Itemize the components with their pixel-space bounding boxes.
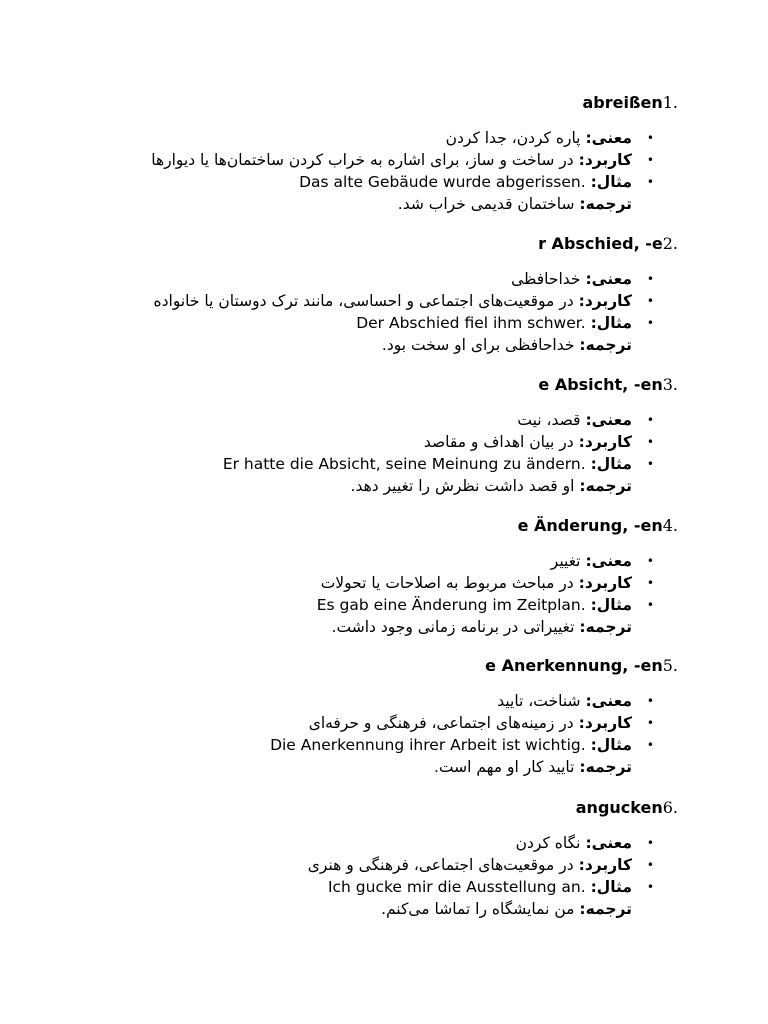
entry-word: e Änderung, -en	[517, 516, 663, 535]
usage-item	[58, 431, 678, 453]
bullet-icon: •	[646, 694, 654, 708]
example-text: Das alte Gebäude wurde abgerissen.	[299, 173, 586, 191]
bullet-icon: •	[646, 576, 654, 590]
entry-heading	[58, 93, 678, 113]
meaning-label: معنی:	[585, 552, 632, 570]
usage-label: کاربرد:	[578, 574, 632, 592]
example-label: مثال:	[590, 455, 632, 473]
bullet-icon: •	[646, 272, 654, 286]
example-label: مثال:	[590, 173, 632, 191]
entry-details	[58, 690, 678, 778]
translation-label: ترجمه:	[579, 618, 632, 636]
translation-text: من نمایشگاه را تماشا می‌کنم.	[381, 900, 575, 918]
example-item	[58, 734, 678, 756]
entry-number: .2	[662, 234, 678, 253]
bullet-icon: •	[646, 457, 654, 471]
meaning-item	[58, 550, 678, 572]
entry-word: angucken	[575, 798, 663, 817]
example-text: Die Anerkennung ihrer Arbeit ist wichtig.	[270, 736, 586, 754]
entry-number: .6	[662, 798, 678, 817]
meaning-item	[58, 127, 678, 149]
translation-label: ترجمه:	[579, 195, 632, 213]
meaning-item	[58, 832, 678, 854]
vocab-entry	[58, 93, 678, 215]
meaning-label: معنی:	[585, 834, 632, 852]
bullet-icon: •	[646, 858, 654, 872]
translation-item	[58, 756, 678, 778]
example-item	[58, 453, 678, 475]
bullet-icon: •	[646, 716, 654, 730]
bullet-icon: •	[646, 554, 654, 568]
usage-text: در مباحث مربوط به اصلاحات یا تحولات	[320, 574, 574, 592]
bullet-icon: •	[646, 738, 654, 752]
bullet-icon: •	[646, 131, 654, 145]
meaning-item	[58, 268, 678, 290]
vocab-entry	[58, 234, 678, 356]
entry-word: e Absicht, -en	[538, 375, 663, 394]
entry-number: .5	[662, 656, 678, 675]
bullet-icon: •	[646, 880, 654, 894]
entry-details	[58, 550, 678, 638]
entry-heading	[58, 656, 678, 676]
meaning-item	[58, 409, 678, 431]
usage-label: کاربرد:	[578, 433, 632, 451]
entry-number: .3	[662, 375, 678, 394]
entry-heading	[58, 516, 678, 536]
example-label: مثال:	[590, 314, 632, 332]
translation-text: تایید کار او مهم است.	[433, 758, 575, 776]
translation-item	[58, 616, 678, 638]
example-item	[58, 876, 678, 898]
bullet-icon: •	[646, 294, 654, 308]
bullet-icon: •	[646, 153, 654, 167]
usage-item	[58, 854, 678, 876]
bullet-icon: •	[646, 175, 654, 189]
translation-label: ترجمه:	[579, 900, 632, 918]
example-label: مثال:	[590, 736, 632, 754]
usage-text: در ساخت و ساز، برای اشاره به خراب کردن ساختمان‌ها یا دیوارها	[151, 151, 574, 169]
translation-text: ساختمان قدیمی خراب شد.	[397, 195, 575, 213]
example-label: مثال:	[590, 878, 632, 896]
usage-text: در موقعیت‌های اجتماعی، فرهنگی و هنری	[307, 856, 574, 874]
usage-label: کاربرد:	[578, 714, 632, 732]
usage-item	[58, 149, 678, 171]
translation-item	[58, 193, 678, 215]
translation-item	[58, 898, 678, 920]
translation-item	[58, 475, 678, 497]
usage-text: در زمینه‌های اجتماعی، فرهنگی و حرفه‌ای	[308, 714, 574, 732]
usage-label: کاربرد:	[578, 856, 632, 874]
translation-item	[58, 334, 678, 356]
meaning-label: معنی:	[585, 270, 632, 288]
entry-number: .4	[662, 516, 678, 535]
meaning-label: معنی:	[585, 692, 632, 710]
meaning-label: معنی:	[585, 411, 632, 429]
example-label: مثال:	[590, 596, 632, 614]
translation-label: ترجمه:	[579, 477, 632, 495]
entry-heading	[58, 234, 678, 254]
meaning-item	[58, 690, 678, 712]
example-item	[58, 312, 678, 334]
usage-item	[58, 290, 678, 312]
vocab-entry	[58, 516, 678, 638]
vocab-entry	[58, 798, 678, 920]
usage-text: در بیان اهداف و مقاصد	[423, 433, 574, 451]
translation-text: او قصد داشت نظرش را تغییر دهد.	[350, 477, 575, 495]
meaning-text: قصد، نیت	[517, 411, 581, 429]
entry-heading	[58, 798, 678, 818]
bullet-icon: •	[646, 435, 654, 449]
entry-number: .1	[662, 93, 678, 112]
vocab-entry	[58, 656, 678, 778]
entry-details	[58, 268, 678, 356]
example-text: Er hatte die Absicht, seine Meinung zu ändern.	[222, 455, 586, 473]
bullet-icon: •	[646, 413, 654, 427]
bullet-icon: •	[646, 598, 654, 612]
entry-details	[58, 127, 678, 215]
entry-details	[58, 409, 678, 497]
vocab-entry	[58, 375, 678, 497]
translation-label: ترجمه:	[579, 758, 632, 776]
translation-text: تغییراتی در برنامه زمانی وجود داشت.	[331, 618, 575, 636]
meaning-text: شناخت، تایید	[497, 692, 581, 710]
example-text: Der Abschied fiel ihm schwer.	[356, 314, 586, 332]
translation-label: ترجمه:	[579, 336, 632, 354]
entry-word: e Anerkennung, -en	[485, 656, 663, 675]
bullet-icon: •	[646, 316, 654, 330]
example-text: Es gab eine Änderung im Zeitplan.	[316, 596, 586, 614]
entry-details	[58, 832, 678, 920]
meaning-text: تغییر	[550, 552, 581, 570]
meaning-text: خداحافظی	[511, 270, 581, 288]
usage-item	[58, 712, 678, 734]
meaning-text: نگاه کردن	[515, 834, 581, 852]
usage-text: در موقعیت‌های اجتماعی و احساسی، مانند ترک دوستان یا خانواده	[153, 292, 574, 310]
example-item	[58, 171, 678, 193]
bullet-icon: •	[646, 836, 654, 850]
usage-label: کاربرد:	[578, 292, 632, 310]
entry-word: abreißen	[582, 93, 663, 112]
meaning-text: پاره کردن، جدا کردن	[445, 129, 581, 147]
example-item	[58, 594, 678, 616]
translation-text: خداحافظی برای او سخت بود.	[381, 336, 575, 354]
example-text: Ich gucke mir die Ausstellung an.	[327, 878, 586, 896]
entry-heading	[58, 375, 678, 395]
usage-label: کاربرد:	[578, 151, 632, 169]
entry-word: r Abschied, -e	[538, 234, 663, 253]
meaning-label: معنی:	[585, 129, 632, 147]
usage-item	[58, 572, 678, 594]
